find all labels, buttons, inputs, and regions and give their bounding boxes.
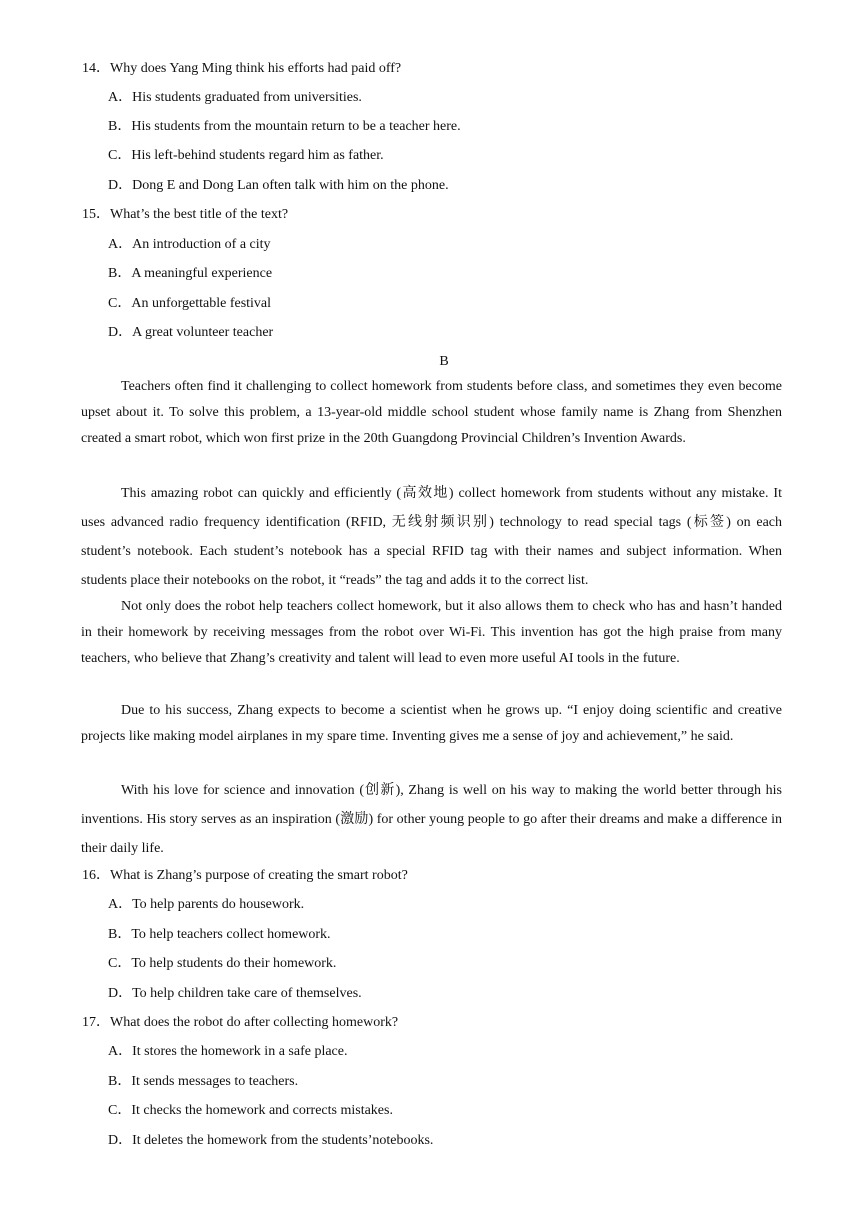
question-15-option-a: A．An introduction of a city bbox=[108, 237, 271, 252]
question-17-option-b: B．It sends messages to teachers. bbox=[108, 1074, 299, 1089]
question-14-option-d: D．Dong E and Dong Lan often talk with him on the phone. bbox=[108, 178, 449, 193]
question-16-option-b: B．To help teachers collect homework. bbox=[108, 927, 331, 942]
question-16-option-c: C．To help students do their homework. bbox=[108, 956, 337, 971]
question-17-option-a: A．It stores the homework in a safe place. bbox=[108, 1044, 348, 1059]
question-17-stem: 17．What does the robot do after collecting homework? bbox=[82, 1015, 399, 1030]
question-17-option-d: D．It deletes the homework from the students’notebooks. bbox=[108, 1133, 434, 1148]
question-14-option-b: B．His students from the mountain return to be a teacher here. bbox=[108, 119, 461, 134]
passage-paragraph-4: Due to his success, Zhang expects to become a scientist when he grows up. “I enjoy doing scientific and creative projects like making model airplanes in my spare time. Inventing gives me a sense of joy and achievement,” he said. bbox=[81, 703, 782, 745]
question-16-option-d: D．To help children take care of themselves. bbox=[108, 986, 362, 1001]
section-label: B bbox=[439, 354, 449, 369]
question-14-option-a: A．His students graduated from universities. bbox=[108, 90, 362, 105]
question-15-option-b: B．A meaningful experience bbox=[108, 266, 273, 281]
question-16-option-a: A．To help parents do housework. bbox=[108, 897, 305, 912]
passage-paragraph-1: Teachers often find it challenging to collect homework from students before class, and sometimes they even become upset about it. To solve this problem, a 13-year-old middle school student whose family name is Zhang from Shenzhen created a smart robot, which won first prize in the 20th Guangdong Provincial Children’s Invention Awards. bbox=[81, 379, 782, 447]
passage-paragraph-5: With his love for science and innovation (创新), Zhang is well on his way to making the world better through his inventions. His story serves as an inspiration (激励) for other young people to go after their dreams and make a difference in their daily life. bbox=[81, 783, 782, 856]
passage-paragraph-2: This amazing robot can quickly and efficiently (高效地) collect homework from students without any mistake. It uses advanced radio frequency identification (RFID, 无线射频识别) technology to read special tags (标签) on each student’s notebook. Each student’s notebook has a special RFID tag with their names and subject information. When students place their notebooks on the robot, it “reads” the tag and adds it to the correct list. bbox=[81, 486, 782, 588]
question-15-option-d: D．A great volunteer teacher bbox=[108, 325, 274, 340]
question-16-stem: 16．What is Zhang’s purpose of creating the smart robot? bbox=[82, 868, 408, 883]
question-14-option-c: C．His left-behind students regard him as father. bbox=[108, 148, 384, 163]
question-17-option-c: C．It checks the homework and corrects mistakes. bbox=[108, 1103, 393, 1118]
question-15-option-c: C．An unforgettable festival bbox=[108, 296, 272, 311]
question-14-stem: 14．Why does Yang Ming think his efforts had paid off? bbox=[82, 61, 402, 76]
question-15-stem: 15．What’s the best title of the text? bbox=[82, 207, 289, 222]
passage-paragraph-3: Not only does the robot help teachers collect homework, but it also allows them to check who has and hasn’t handed in their homework by receiving messages from the robot over Wi-Fi. This invention has got the high praise from many teachers, who believe that Zhang’s creativity and talent will lead to even more useful AI tools in the future. bbox=[81, 599, 782, 667]
